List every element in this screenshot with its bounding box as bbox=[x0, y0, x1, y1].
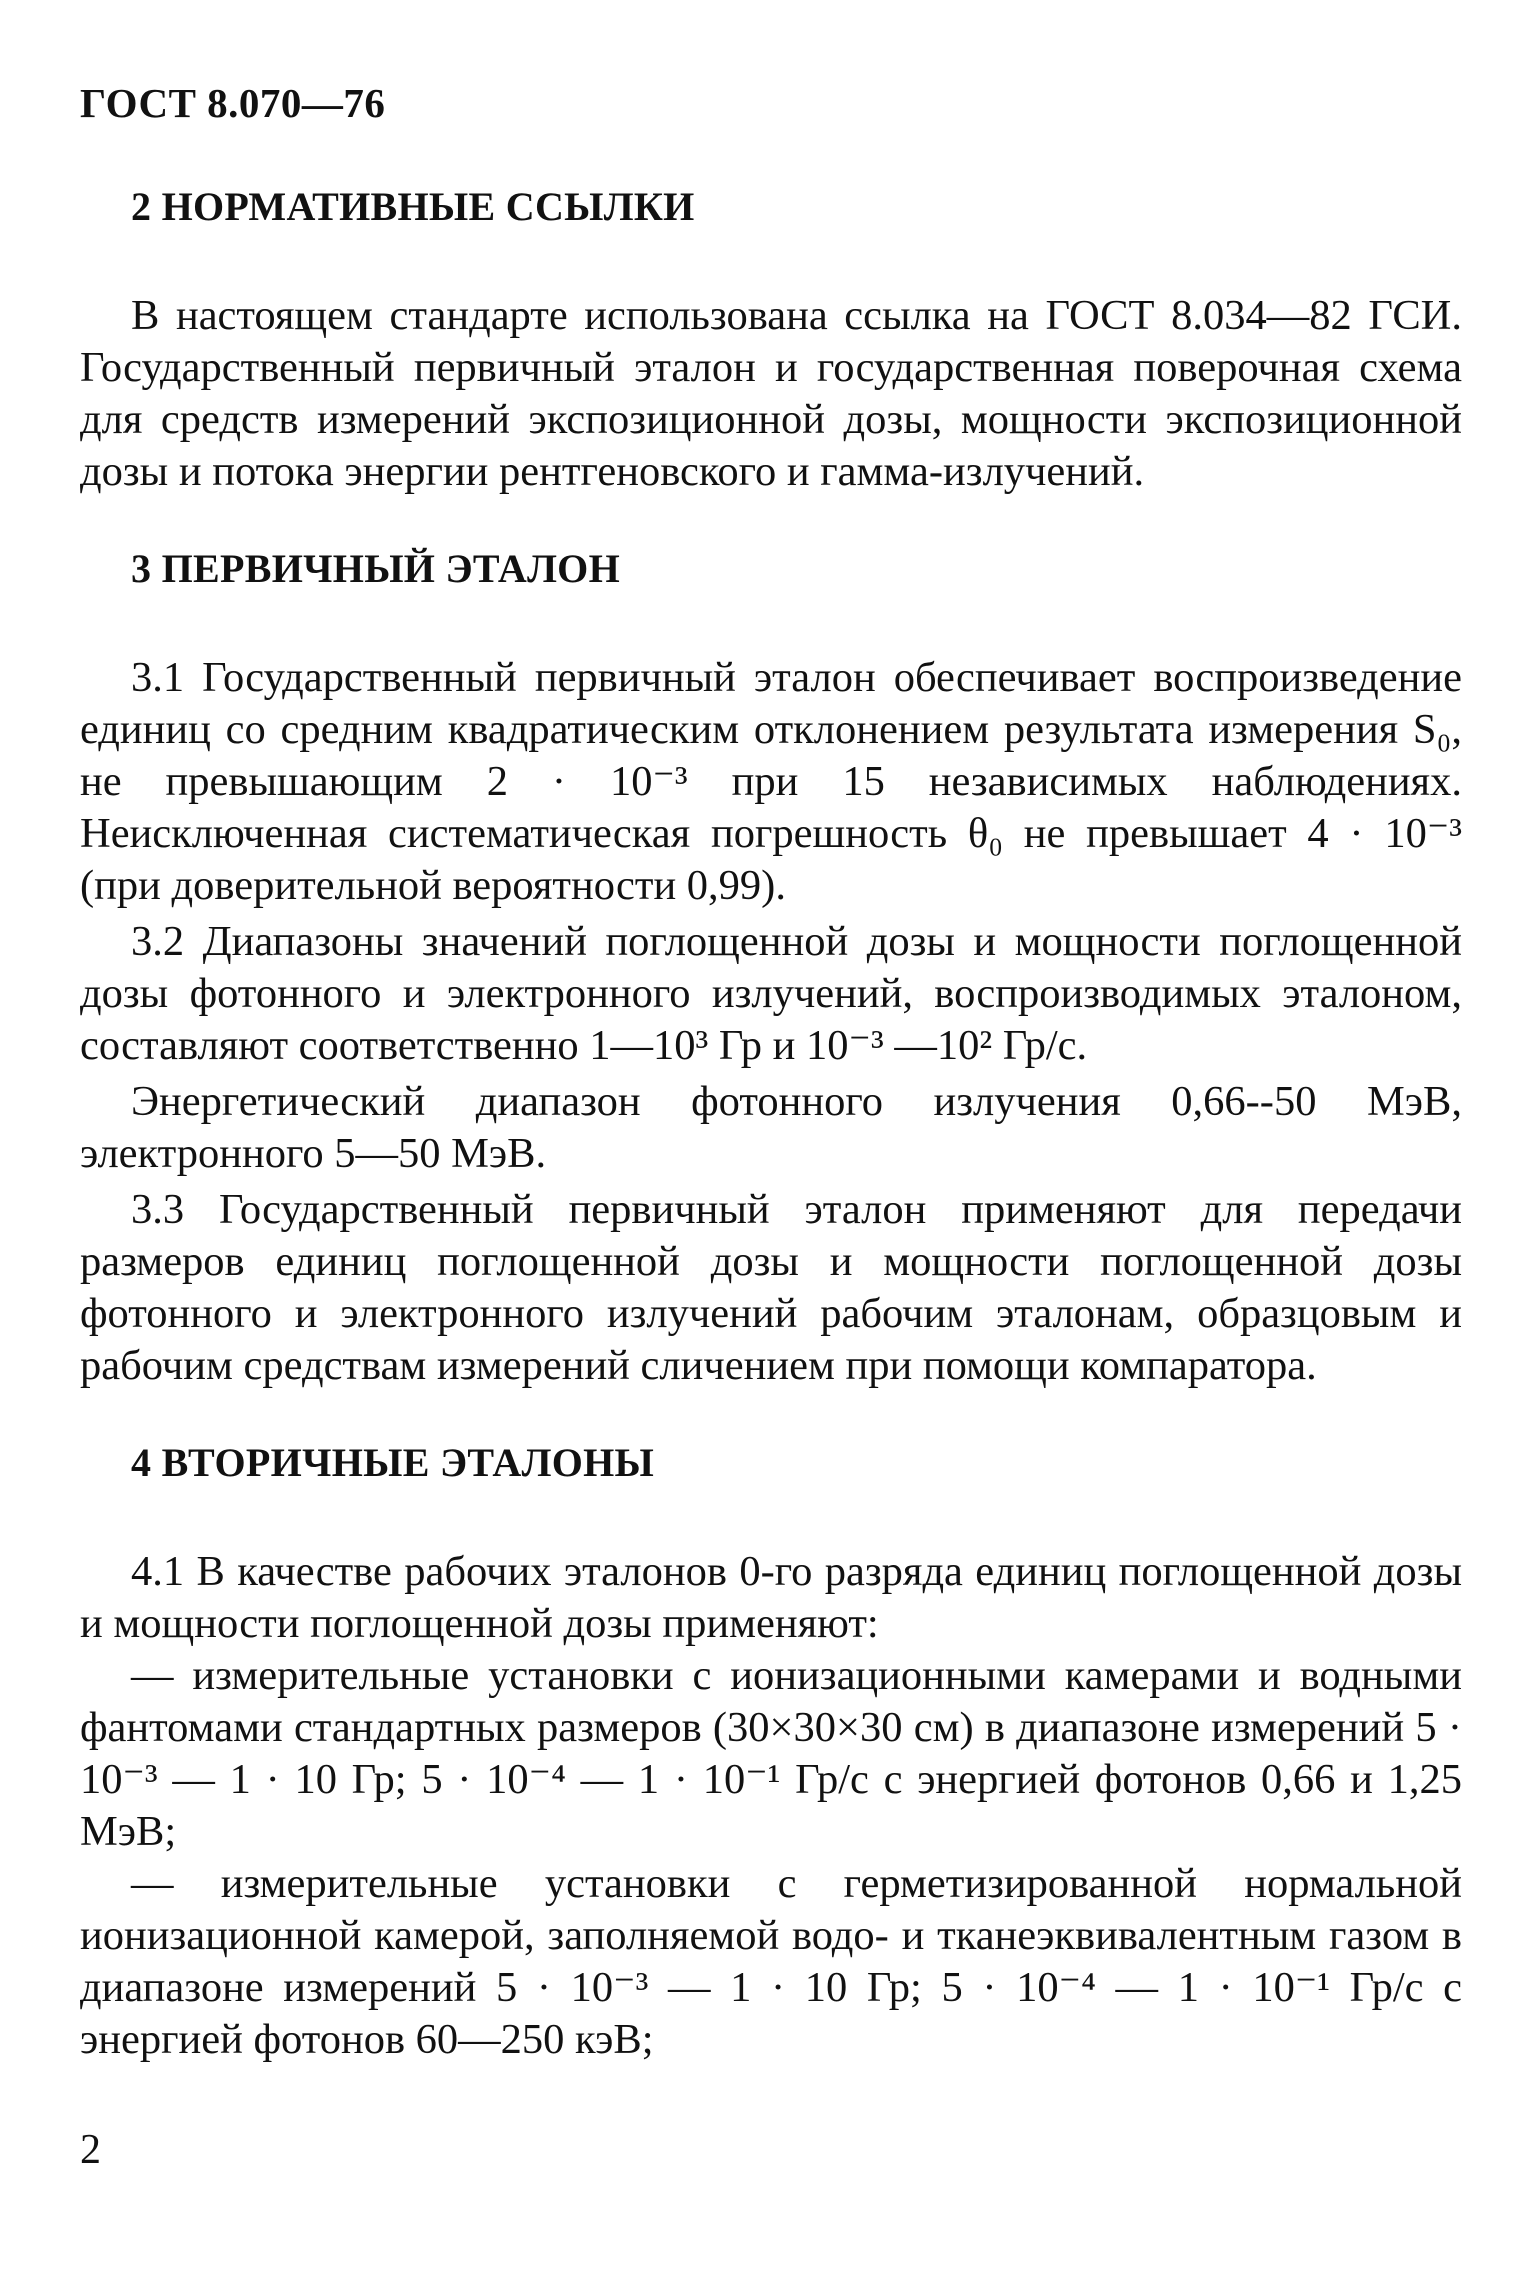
document-id: ГОСТ 8.070—76 bbox=[80, 80, 386, 126]
paragraph: В настоящем стандарте использована ссылка на ГОСТ 8.034—82 ГСИ. Государственный первичный эталон и государственная поверочная схема для средств измерений экспозиционной дозы, мощности экспозиционной дозы и потока энергии рентгеновского и гамма-излучений. bbox=[80, 292, 1462, 495]
section-heading: 2 НОРМАТИВНЫЕ ССЫЛКИ bbox=[131, 184, 695, 229]
page-number: 2 bbox=[80, 2127, 101, 2173]
paragraph-4-1: 4.1 В качестве рабочих эталонов 0-го разряда единиц поглощенной дозы и мощности поглощенной дозы применяют: bbox=[80, 1548, 1462, 1647]
section-spacer bbox=[80, 498, 1462, 544]
list-item: — измерительные установки с ионизационными камерами и водными фантомами стандартных размеров (30×30×30 см) в диапазоне измерений 5 · 10⁻³ — 1 · 10 Гр; 5 · 10⁻⁴ — 1 · 10⁻¹ Гр/с с энергией фотонов 0,66 и 1,25 МэВ; bbox=[80, 1652, 1462, 1855]
section-heading: 4 ВТОРИЧНЫЕ ЭТАЛОНЫ bbox=[131, 1440, 655, 1485]
paragraph-3-1: 3.1 Государственный первичный эталон обеспечивает воспроизведение единиц со средним квадратическим отклонением результата измерения S₀, не превышающим 2 · 10⁻³ при 15 независимых наблюдениях. Неисключенная систематическая погрешность θ₀ не превышает 4 · 10⁻³ (при доверительной вероятности 0,99). bbox=[80, 654, 1462, 909]
section-primary-standard bbox=[80, 544, 1462, 1392]
paragraph-3-3: 3.3 Государственный первичный эталон применяют для передачи размеров единиц поглощенной дозы и мощности поглощенной дозы фотонного и электронного излучений рабочим эталонам, образцовым и рабочим средствам измерений сличением при помощи компаратора. bbox=[80, 1186, 1462, 1389]
document-page bbox=[80, 78, 1462, 2066]
paragraph-energy-range: Энергетический диапазон фотонного излучения 0,66--50 МэВ, электронного 5—50 МэВ. bbox=[80, 1078, 1462, 1177]
section-normative-references bbox=[80, 182, 1462, 498]
list-item: — измерительные установки с герметизированной нормальной ионизационной камерой, заполняемой водо- и тканеэквивалентным газом в диапазоне измерений 5 · 10⁻³ — 1 · 10 Гр; 5 · 10⁻⁴ — 1 · 10⁻¹ Гр/с с энергией фотонов 60—250 кэВ; bbox=[80, 1860, 1462, 2063]
section-secondary-standards bbox=[80, 1438, 1462, 2066]
section-spacer bbox=[80, 1392, 1462, 1438]
paragraph-3-2: 3.2 Диапазоны значений поглощенной дозы и мощности поглощенной дозы фотонного и электронного излучений, воспроизводимых эталоном, составляют соответственно 1—10³ Гр и 10⁻³ —10² Гр/с. bbox=[80, 918, 1462, 1069]
section-heading: 3 ПЕРВИЧНЫЙ ЭТАЛОН bbox=[131, 546, 621, 591]
